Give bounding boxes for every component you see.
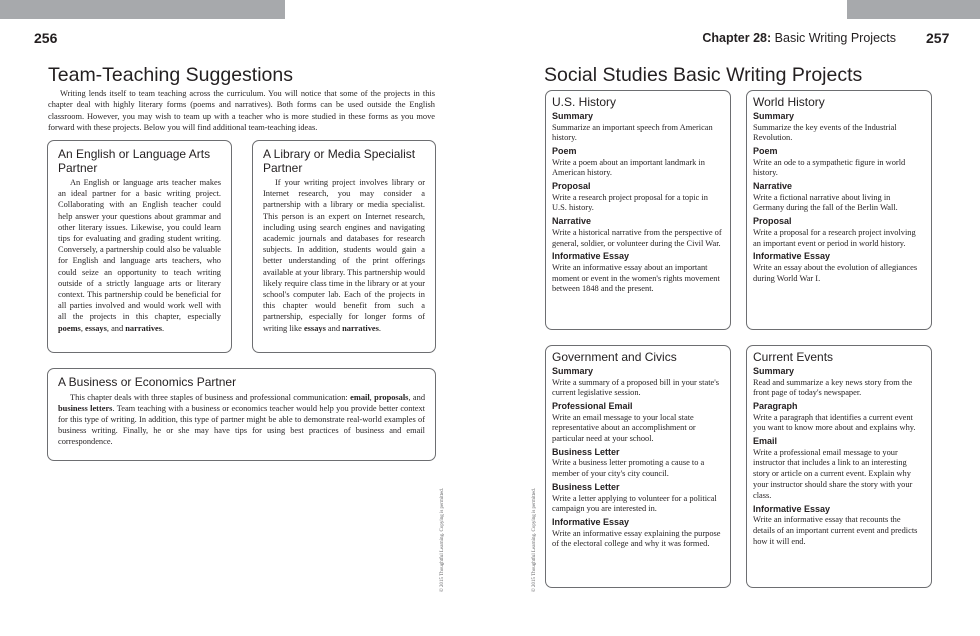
government-letter-text: Write a business letter promoting a cause to a member of your city's city council. [552,458,705,479]
chapter-label: Chapter 28: [702,31,772,45]
current-events-email-text: Write a professional email message to your instructor that includes a link to an interesting story or article on a current event. Explain why your instructor should share the story with your class. [753,447,913,500]
us-history-poem-text: Write a poem about an important landmark in American history. [552,157,705,178]
current-events-summary-heading: Summary [753,366,795,376]
world-history-narrative-text: Write a fictional narrative about living in Germany during the fall of the Berlin Wall. [753,192,898,213]
world-history-summary-text: Summarize the key events of the Industrial Revolution. [753,122,897,143]
chapter-title: Basic Writing Projects [774,31,896,45]
left-header-bar [0,0,285,19]
world-history-box [746,90,932,330]
world-history-summary-heading: Summary [753,111,795,121]
world-history-poem-text: Write an ode to a sympathetic figure in world history. [753,157,906,178]
chapter-heading [702,31,896,45]
right-copyright-note: © 2015 Thoughtful Learning. Copying is permitted. [532,488,537,592]
team-teaching-title: Team-Teaching Suggestions [48,64,293,86]
government-essay-heading: Informative Essay [552,517,630,528]
current-events-title: Current Events [753,350,834,364]
government-letter-heading: Business Letter [552,446,620,457]
world-history-essay-heading: Informative Essay [753,251,831,262]
current-events-essay-heading: Informative Essay [753,503,831,514]
world-history-proposal-text: Write a proposal for a research project involving an important event or period in world history. [753,227,916,248]
government-civics-title: Government and Civics [552,350,677,364]
government-email-heading: Professional Email [552,401,633,412]
us-history-poem-heading: Poem [552,146,577,157]
government-essay-text: Write an informative essay explaining the purpose of the electoral college and why it was formed. [552,528,721,549]
us-history-narrative-heading: Narrative [552,216,592,227]
us-history-essay-text: Write an informative essay about an important moment or event in the women's rights movement between 1848 and the present. [552,262,720,294]
us-history-title: U.S. History [552,95,617,109]
current-events-essay-text: Write an informative essay that recounts the details of an important current event and predicts how it will end. [753,515,918,546]
us-history-box [545,90,731,330]
world-history-title: World History [753,95,825,109]
current-events-summary-text: Read and summarize a key news story from the front page of today's newspaper. [753,377,913,398]
right-page-number: 257 [926,30,950,46]
government-summary-heading: Summary [552,366,594,376]
us-history-proposal-text: Write a research project proposal for a topic in U.S. history. [552,192,708,213]
business-partner-title: A Business or Economics Partner [58,375,237,389]
current-events-paragraph-heading: Paragraph [753,401,798,412]
us-history-summary-heading: Summary [552,111,594,121]
world-history-poem-heading: Poem [753,146,778,157]
us-history-narrative-text: Write a historical narrative from the perspective of general, soldier, or volunteer during the Civil War. [552,227,722,248]
left-copyright-note: © 2015 Thoughtful Learning. Copying is permitted. [440,488,445,592]
business-partner-box [47,368,436,461]
current-events-paragraph-text: Write a paragraph that identifies a current event you want to know more about and explains why. [753,412,916,433]
english-partner-box [47,140,232,353]
world-history-essay-text: Write an essay about the evolution of allegiances during World War I. [753,262,918,283]
library-partner-box [252,140,436,353]
government-letter2-heading: Business Letter [552,482,620,493]
us-history-proposal-heading: Proposal [552,181,591,192]
government-letter2-text: Write a letter applying to volunteer for a political campaign you are interested in. [552,493,717,514]
english-partner-title: An English or Language Arts Partner [58,147,211,175]
current-events-box [746,345,932,588]
us-history-summary-text: Summarize an important speech from American history. [552,122,713,143]
library-partner-text: If your writing project involves library or Internet research, you may consider a partnership with a library or media specialist. This person is an expert on Internet research, including using search engines and navigating academic journals and databases for research subjects. In addition, students would gain a better understanding of the print offerings available at your library. This partnership would likely require class time in the library or at your school's computer lab. Each of the projects in this chapter would benefit from such a partnership, especially for longer forms of writing like essays and narratives. [263,178,425,333]
social-studies-title: Social Studies Basic Writing Projects [544,64,863,86]
world-history-proposal-heading: Proposal [753,216,792,227]
us-history-essay-heading: Informative Essay [552,251,630,262]
intro-paragraph: Writing lends itself to team teaching across the curriculum. You will notice that some of the projects in this chapter deal with highly literary forms (poems and narratives). Both forms can be used outside the English classroom. However, you may wish to team up with a teacher who is more studied in these forms as you move forward with these projects. Below you will find additional team-teaching ideas. [48,89,435,132]
government-civics-box [545,345,731,588]
government-email-text: Write an email message to your local state representative about an accomplishment or particular need at your school. [552,412,696,444]
left-page-number: 256 [34,30,58,46]
current-events-email-heading: Email [753,436,778,447]
world-history-narrative-heading: Narrative [753,181,793,192]
library-partner-title: A Library or Media Specialist Partner [263,147,416,175]
government-summary-text: Write a summary of a proposed bill in your state's current legislative session. [552,377,720,398]
business-partner-text: This chapter deals with three staples of business and professional communication: email, proposals, and business letters. Team teaching with a business or economics teacher would help you provide better context for this type of writing. In addition, this type of partner might be able to demonstrate real-world examples of business writing. Finally, he or she may have tips for using best practices of business and email correspondence. [58,392,426,447]
english-partner-text: An English or language arts teacher makes an ideal partner for a basic writing project. Collaborating with an English teacher could help answer your questions about grammar and other literary issues. Likewise, you could learn tips for evaluating and grading student writing. Conversely, a partnership could also be valuable for English and language arts teachers, who could seize an opportunity to teach writing outside of a strictly language arts or literary context. This partnership could be beneficial for all parties involved and would work well with all the projects in this chapter, especially poems, essays, and narratives. [58,178,221,333]
right-header-bar [847,0,980,19]
